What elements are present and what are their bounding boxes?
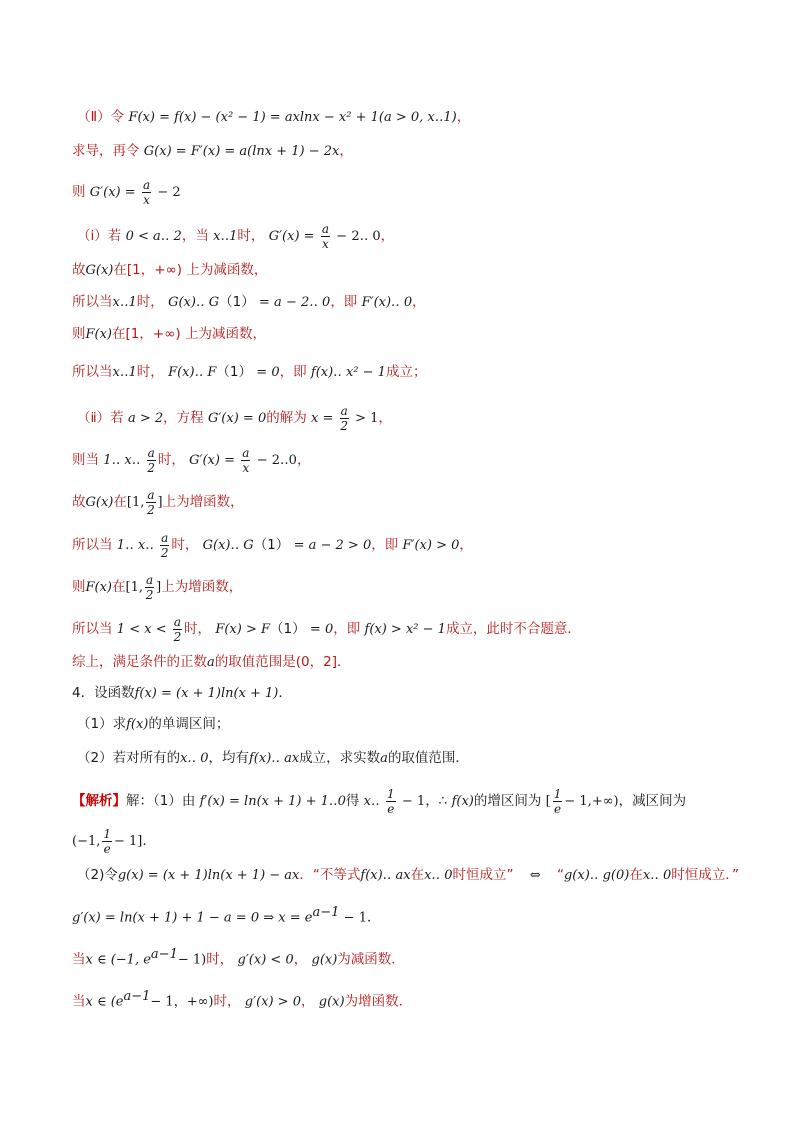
line-text: 得	[345, 793, 360, 809]
formula: f(x)‥ x² − 1	[310, 365, 386, 380]
line-text: （ⅱ）若	[77, 410, 124, 426]
fraction: $\frac{a}{x}$	[242, 446, 250, 475]
line-text: 的解为	[266, 410, 307, 426]
formula: = a − 2‥ 0	[259, 295, 331, 310]
formula: g′(x) = ln(x + 1) + 1 − a = 0 ⇒ x = e	[72, 910, 313, 926]
line-text: ，	[459, 537, 473, 553]
formula: = 0	[256, 365, 280, 380]
formula: x =	[311, 411, 334, 426]
line-13	[72, 573, 242, 602]
line-text: （1）	[216, 364, 252, 380]
line-text: （2)令	[77, 867, 118, 883]
line-text: 为增函数．	[344, 993, 413, 1010]
formula: x‥1	[112, 365, 137, 380]
line-text: 则	[72, 184, 86, 200]
fraction: $\frac{a}{x}$	[142, 178, 151, 207]
formula: [1,	[126, 495, 145, 510]
formula: = a − 2 > 0	[293, 538, 372, 553]
line-text: 成立；	[385, 364, 427, 380]
formula: 0 < a‥ 2	[125, 229, 182, 244]
line-9	[77, 404, 392, 433]
line-text: 综上，满足条件的正数	[72, 654, 207, 670]
formula: − 1	[401, 794, 426, 809]
line-text: 当	[72, 993, 86, 1010]
line-text: 故	[72, 494, 86, 510]
line-text: 为减函数．	[337, 951, 405, 968]
formula: G(x)	[85, 495, 114, 510]
formula: F(x)	[85, 327, 112, 342]
line-12	[72, 531, 473, 560]
fraction: $\frac{a}{2}$	[160, 531, 169, 560]
line-text: 时，	[136, 364, 164, 380]
formula: a	[207, 655, 215, 670]
line-text: 所以当	[72, 537, 113, 553]
fraction: $\frac{a}{2}$	[173, 615, 182, 644]
line-text: （2）若对所有的	[77, 750, 181, 766]
formula: − 1]	[114, 834, 143, 849]
fraction: $\frac{a}{2}$	[147, 488, 155, 517]
line-text: 的取值范围．	[387, 750, 469, 766]
formula: F(x) = f(x) − (x² − 1) = axlnx − x² + 1(a > 0, x‥1)	[128, 110, 457, 125]
formula: x‥1	[112, 295, 137, 310]
line-text: ，	[456, 109, 471, 125]
line-text: ，减区间为	[618, 793, 687, 809]
formula: F(x) > F	[215, 622, 271, 637]
line-21	[77, 865, 739, 886]
formula: f(x)‥ ax	[360, 868, 411, 883]
formula: ]	[156, 580, 162, 595]
formula: f(x)	[126, 717, 149, 732]
formula: (−1,	[72, 834, 101, 849]
line-text: ，∴	[425, 793, 448, 809]
line-text: 时，	[206, 951, 234, 968]
formula: 1‥ x‥	[116, 538, 154, 553]
formula: − 2‥ 0	[336, 229, 381, 244]
formula: [1,	[125, 580, 143, 595]
line-text: 则当	[72, 452, 99, 468]
formula: G(x)‥ G	[202, 538, 254, 553]
formula: f(x) > x² − 1	[364, 622, 446, 637]
formula: − 2	[157, 185, 181, 200]
line-24	[72, 987, 412, 1013]
line-text: （ⅰ）若	[77, 228, 122, 244]
line-text: ．	[278, 685, 292, 701]
exponent: a−1	[150, 947, 178, 962]
line-text: 在	[112, 579, 126, 595]
line-text: 在	[629, 867, 643, 883]
formula: − 1，+∞)	[150, 994, 214, 1010]
line-14	[72, 615, 581, 644]
line-text: ．	[366, 909, 381, 926]
fraction: $\frac{1}{e}$	[553, 787, 562, 816]
formula: f(x)	[451, 794, 474, 809]
line-text: 成立，求实数	[299, 750, 381, 766]
line-text: ，当	[181, 228, 209, 244]
line-text: （1）	[270, 621, 306, 637]
line-text: 解：（1）由	[126, 793, 196, 809]
formula: F(x)‥ F	[168, 365, 217, 380]
fraction: $\frac{a}{2}$	[147, 446, 156, 475]
formula: G′(x) =	[89, 185, 136, 200]
line-text: 上为增函数，	[162, 494, 244, 510]
fraction: $\frac{a}{2}$	[145, 573, 154, 602]
fraction: $\frac{1}{e}$	[386, 787, 395, 816]
formula: G′(x) =	[189, 453, 235, 468]
line-18	[77, 748, 469, 769]
exponent: a−1	[312, 905, 340, 920]
line-text: 则	[72, 326, 86, 342]
formula: x ∈ (−1, e	[85, 952, 151, 968]
line-text: 时恒成立”	[452, 867, 514, 883]
line-text: “	[556, 867, 564, 883]
line-text: ，	[339, 143, 353, 159]
line-text: ，均有	[208, 750, 249, 766]
fraction: $\frac{a}{x}$	[321, 222, 329, 251]
formula: − 2‥0	[256, 453, 297, 468]
line-text: ，	[293, 951, 308, 968]
formula: 1‥ x‥	[103, 453, 141, 468]
line-text: 的单调区间；	[148, 716, 230, 732]
line-16	[72, 683, 292, 704]
line-text: ，方程	[163, 410, 204, 426]
fraction: $\frac{1}{e}$	[103, 827, 112, 856]
line-text: ，即	[333, 621, 361, 637]
formula: a	[380, 751, 388, 766]
line-17	[77, 714, 229, 735]
formula: f(x)‥ ax	[249, 751, 300, 766]
line-19	[72, 787, 686, 816]
formula: − 1	[343, 910, 367, 926]
line-text: ，	[412, 294, 426, 310]
line-text: 时，	[171, 537, 199, 553]
line-text: 在	[113, 494, 127, 510]
line-5	[72, 260, 267, 281]
line-20	[72, 827, 156, 856]
line-8	[72, 362, 426, 383]
line-text: 上为增函数，	[161, 579, 243, 595]
formula: [	[545, 794, 551, 809]
formula: − 1)	[177, 952, 207, 968]
line-text: 在[1，+∞) 上为减函数，	[113, 262, 268, 278]
formula: x‥ 0	[180, 751, 209, 766]
formula: G′(x) = 0	[207, 411, 267, 426]
line-text: 时，	[237, 228, 265, 244]
line-text: 的取值范围是(0，2]．	[214, 654, 351, 670]
formula: x‥	[363, 794, 380, 809]
formula: x‥ 0	[424, 868, 453, 883]
formula: G′(x) =	[268, 229, 315, 244]
formula: g′(x) < 0	[237, 952, 294, 968]
formula: = 0	[309, 622, 334, 637]
line-text: ，	[296, 452, 311, 468]
formula: g(x)	[311, 952, 338, 968]
line-text: 则	[72, 579, 86, 595]
line-text: 在	[410, 867, 425, 883]
line-text: （1）	[219, 294, 255, 310]
line-text: 所以当	[72, 294, 113, 310]
line-4	[77, 222, 394, 251]
line-text: ，	[380, 228, 395, 244]
formula: F′(x)‥ 0	[361, 295, 413, 310]
formula: > 1	[355, 411, 379, 426]
line-text: 时，	[136, 294, 164, 310]
formula: F′(x) > 0	[402, 538, 460, 553]
line-10	[72, 446, 310, 475]
line-23	[72, 945, 405, 971]
line-1	[77, 107, 470, 128]
line-3	[72, 178, 181, 207]
line-text: 求导，再令	[72, 143, 140, 159]
line-text: 当	[72, 951, 86, 968]
formula: 1 < x <	[116, 622, 167, 637]
equivalence-symbol: ⇔	[529, 868, 541, 883]
formula: G(x)‥ G	[168, 295, 220, 310]
line-text: 所以当	[72, 621, 113, 637]
line-text: ．“不等式	[299, 867, 361, 883]
exponent: a−1	[123, 989, 151, 1004]
line-text: 的增区间为	[473, 793, 542, 809]
line-text: 时，	[157, 452, 185, 468]
line-6	[72, 292, 426, 313]
line-text: 时，	[213, 993, 241, 1010]
line-text: 所以当	[72, 364, 113, 380]
line-text: ，	[300, 993, 315, 1010]
line-text: 4．设函数	[72, 685, 135, 701]
formula: g(x)‥ g(0)	[563, 868, 630, 883]
line-text: ，即	[371, 537, 399, 553]
formula: G(x)	[85, 263, 114, 278]
line-2	[72, 141, 353, 162]
line-text: ，	[378, 410, 392, 426]
line-text: ，即	[330, 294, 358, 310]
formula: g(x) = (x + 1)ln(x + 1) − ax	[117, 868, 300, 883]
line-11	[72, 488, 244, 517]
formula: G(x) = F′(x) = a(lnx + 1) − 2x	[143, 144, 340, 159]
line-22	[72, 903, 380, 929]
line-text: ．	[142, 833, 156, 849]
formula: a > 2	[127, 411, 164, 426]
formula: g(x)	[318, 994, 345, 1010]
formula: x‥1	[213, 229, 238, 244]
line-15	[72, 652, 350, 673]
line-text: 时恒成立．”	[671, 867, 739, 883]
formula: f(x) = (x + 1)ln(x + 1)	[134, 686, 279, 701]
formula: f′(x) = ln(x + 1) + 1‥0	[199, 794, 346, 809]
formula: − 1,+∞)	[564, 794, 619, 809]
formula: x ∈ (e	[85, 994, 124, 1010]
line-text: （1）	[253, 537, 290, 553]
formula: ]	[157, 495, 163, 510]
line-text: （1）求	[77, 716, 127, 732]
line-text: 成立，此时不合题意．	[445, 621, 581, 637]
line-text: 时，	[184, 621, 212, 637]
line-text: 在[1，+∞) 上为减函数，	[112, 326, 266, 342]
formula: g′(x) > 0	[244, 994, 301, 1010]
line-text: ，即	[279, 364, 307, 380]
line-7	[72, 324, 266, 345]
formula: F(x)	[85, 580, 112, 595]
line-text: 故	[72, 262, 86, 278]
formula: x‥ 0	[642, 868, 672, 883]
fraction: $\frac{a}{2}$	[340, 404, 349, 433]
line-text: （Ⅱ）令	[77, 109, 125, 125]
analysis-tag: 【解析】	[72, 793, 126, 809]
